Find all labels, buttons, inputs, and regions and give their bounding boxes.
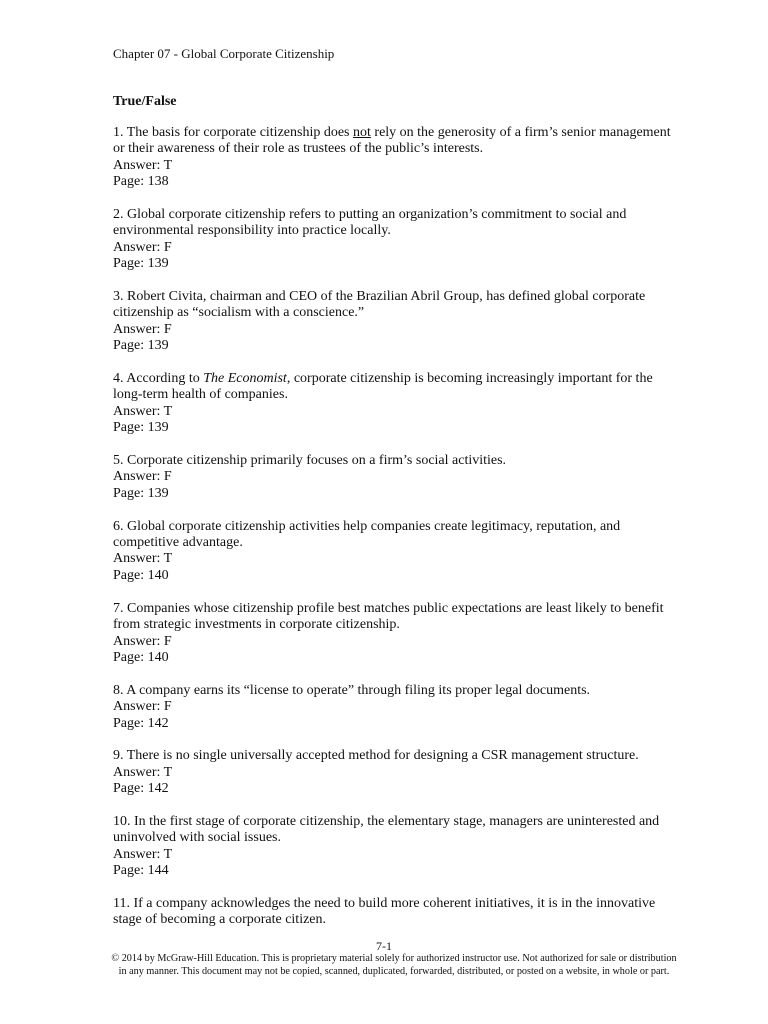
question-page: Page: 142 bbox=[113, 715, 169, 731]
question-answer: Answer: T bbox=[113, 551, 173, 567]
question-answer: Answer: F bbox=[113, 699, 172, 715]
question-item bbox=[113, 814, 673, 880]
question-item bbox=[113, 601, 673, 667]
question-page: Page: 139 bbox=[113, 420, 169, 436]
question-item bbox=[113, 289, 673, 355]
question-page: Page: 139 bbox=[113, 338, 169, 354]
question-text: 3. Robert Civita, chairman and CEO of the Brazilian Abril Group, has defined global corporate citizenship as “socialism with a conscience.” bbox=[113, 289, 646, 321]
question-text: 5. Corporate citizenship primarily focuses on a firm’s social activities. bbox=[113, 453, 507, 469]
question-answer: Answer: F bbox=[113, 239, 172, 255]
question-text: 4. According to The Economist, corporate citizenship is becoming increasingly important for the long-term health of companies. bbox=[113, 371, 653, 403]
question-text: 8. A company earns its “license to operate” through filing its proper legal documents. bbox=[113, 682, 591, 698]
question-text: 7. Companies whose citizenship profile best matches public expectations are least likely to benefit from strategic investments in corporate citizenship. bbox=[113, 600, 664, 633]
emphasized-word: not bbox=[353, 125, 371, 140]
question-text: 6. Global corporate citizenship activities help companies create legitimacy, reputation, and competitive advantage. bbox=[113, 518, 621, 551]
chapter-header: Chapter 07 - Global Corporate Citizenship bbox=[113, 46, 335, 61]
question-item bbox=[113, 748, 673, 797]
publication-title: The Economist bbox=[203, 371, 287, 387]
question-answer: Answer: T bbox=[113, 403, 173, 419]
question-page: Page: 139 bbox=[113, 256, 169, 272]
question-page: Page: 139 bbox=[113, 485, 169, 501]
question-text: 1. The basis for corporate citizenship does not rely on the generosity of a firm’s senior management or their awareness of their role as trustees of the public’s interests. bbox=[113, 125, 671, 157]
question-page: Page: 144 bbox=[113, 863, 169, 879]
question-item bbox=[113, 896, 673, 929]
question-item bbox=[113, 453, 673, 502]
question-item bbox=[113, 207, 673, 273]
question-item bbox=[113, 371, 673, 437]
page-number: 7-1 bbox=[376, 939, 392, 953]
question-page: Page: 138 bbox=[113, 174, 169, 190]
question-list bbox=[113, 125, 673, 945]
question-answer: Answer: T bbox=[113, 157, 173, 173]
question-text: 11. If a company acknowledges the need to build more coherent initiatives, it is in the innovative stage of becoming a corporate citizen. bbox=[113, 895, 656, 928]
question-page: Page: 140 bbox=[113, 567, 169, 583]
question-item bbox=[113, 519, 673, 585]
question-text: 10. In the first stage of corporate citizenship, the elementary stage, managers are uninterested and uninvolved with social issues. bbox=[113, 813, 660, 846]
question-text: 2. Global corporate citizenship refers to putting an organization’s commitment to social and environmental responsibility into practice locally. bbox=[113, 207, 627, 239]
section-title: True/False bbox=[113, 94, 177, 109]
question-answer: Answer: F bbox=[113, 633, 172, 649]
question-answer: Answer: F bbox=[113, 469, 172, 485]
question-answer: Answer: T bbox=[113, 764, 173, 780]
question-page: Page: 140 bbox=[113, 649, 169, 665]
question-text: 9. There is no single universally accepted method for designing a CSR management structure. bbox=[113, 748, 639, 764]
question-answer: Answer: F bbox=[113, 321, 172, 337]
question-item bbox=[113, 125, 673, 191]
question-answer: Answer: T bbox=[113, 846, 173, 862]
question-page: Page: 142 bbox=[113, 781, 169, 797]
copyright-notice: © 2014 by McGraw-Hill Education. This is proprietary material solely for authorized instructor use. Not authorized for sale or distribution in any manner. This document may not be copied, scanned, duplicated, forwarded, distributed, or posted on a website, in whole or part. bbox=[111, 953, 677, 977]
question-item bbox=[113, 683, 673, 732]
